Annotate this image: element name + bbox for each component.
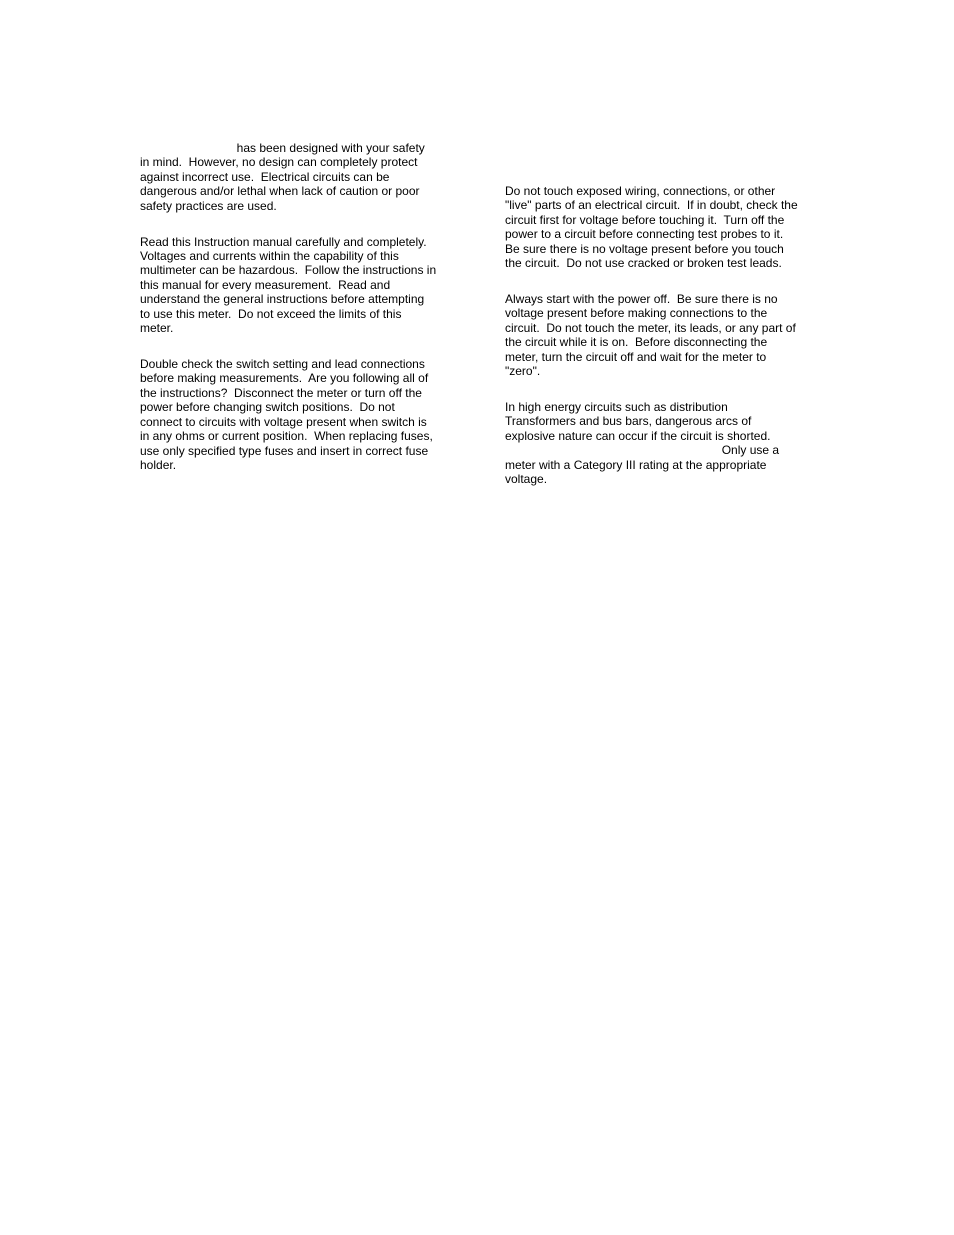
right-column <box>505 184 817 487</box>
left-column <box>140 141 452 472</box>
high-energy-paragraph: In high energy circuits such as distribution Transformers and bus bars, dangerous arcs of explosive nature can occur if the circuit is shorted. Only use a meter with a Category III rating at the appropriate voltage. <box>505 400 780 487</box>
power-off-paragraph: Always start with the power off. Be sure there is no voltage present before making connections to the circuit. Do not touch the meter, its leads, or any part of the circuit while it is on. Before disconnecting the meter, turn the circuit off and wait for the meter to "zero". <box>505 292 796 379</box>
safety-design-paragraph: has been designed with your safety in mind. However, no design can completely protect against incorrect use. Electrical circuits can be dangerous and/or lethal when lack of caution or poor safety practices are used. <box>140 141 425 213</box>
double-check-paragraph: Double check the switch setting and lead connections before making measurements. Are you following all of the instructions? Disconnect the meter or turn off the power before changing switch positions. Do not connect to circuits with voltage present when switch is in any ohms or current position. When replacing fuses, use only specified type fuses and insert in correct fuse holder. <box>140 357 433 472</box>
read-manual-paragraph: Read this Instruction manual carefully and completely. Voltages and currents within the capability of this multimeter can be hazardous. Follow the instructions in this manual for every measurement. Read and understand the general instructions before attempting to use this meter. Do not exceed the limits of this meter. <box>140 234 437 336</box>
live-parts-paragraph: Do not touch exposed wiring, connections, or other "live" parts of an electrical circuit. If in doubt, check the circuit first for voltage before touching it. Turn off the power to a circuit before connecting test probes to it. Be sure there is no voltage present before you touch the circuit. Do not use cracked or broken test leads. <box>505 184 798 271</box>
